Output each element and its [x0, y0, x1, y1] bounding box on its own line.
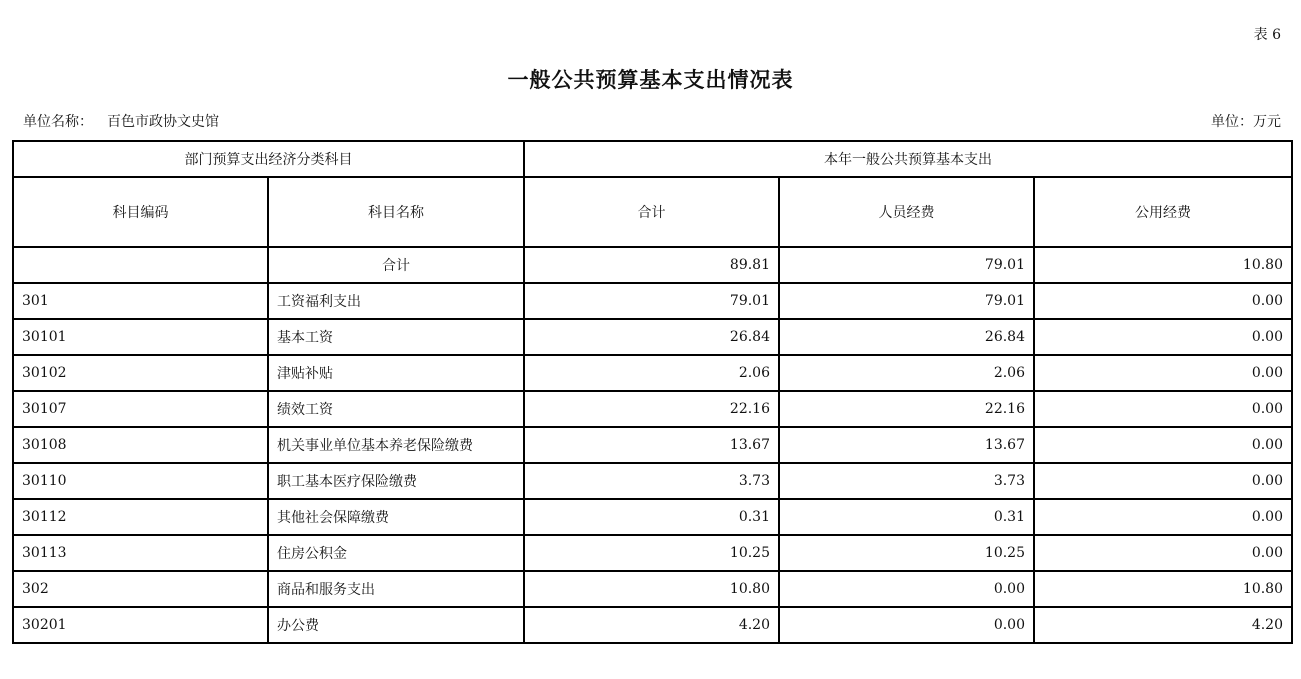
row-name: 商品和服务支出 [268, 571, 524, 607]
table-row [13, 499, 1292, 535]
row-name: 其他社会保障缴费 [268, 499, 524, 535]
header-group-left: 部门预算支出经济分类科目 [13, 141, 524, 177]
row-total: 10.25 [524, 535, 779, 571]
row-total: 3.73 [524, 463, 779, 499]
expenditure-table [12, 140, 1293, 644]
table-row [13, 427, 1292, 463]
row-public: 0.00 [1034, 391, 1292, 427]
row-public: 0.00 [1034, 319, 1292, 355]
total-code [13, 247, 268, 283]
row-name: 基本工资 [268, 319, 524, 355]
header-group-row [13, 141, 1292, 177]
row-code: 30201 [13, 607, 268, 643]
row-public: 0.00 [1034, 463, 1292, 499]
row-name: 办公费 [268, 607, 524, 643]
row-public: 0.00 [1034, 427, 1292, 463]
unit-name-value: 百色市政协文史馆 [107, 114, 219, 130]
row-personnel: 22.16 [779, 391, 1034, 427]
table-number: 表 6 [1253, 27, 1281, 43]
row-total: 0.31 [524, 499, 779, 535]
row-personnel: 0.31 [779, 499, 1034, 535]
row-personnel: 13.67 [779, 427, 1034, 463]
currency-unit: 单位：万元 [1211, 114, 1281, 130]
row-name: 绩效工资 [268, 391, 524, 427]
row-name: 机关事业单位基本养老保险缴费 [268, 427, 524, 463]
row-personnel: 3.73 [779, 463, 1034, 499]
total-row [13, 247, 1292, 283]
row-public: 0.00 [1034, 499, 1292, 535]
row-personnel: 10.25 [779, 535, 1034, 571]
total-public: 10.80 [1034, 247, 1292, 283]
row-code: 30112 [13, 499, 268, 535]
table-row [13, 535, 1292, 571]
row-code: 30101 [13, 319, 268, 355]
row-personnel: 0.00 [779, 607, 1034, 643]
table-row [13, 283, 1292, 319]
unit-name [23, 111, 219, 131]
row-code: 30113 [13, 535, 268, 571]
row-code: 301 [13, 283, 268, 319]
row-total: 2.06 [524, 355, 779, 391]
row-code: 30107 [13, 391, 268, 427]
row-name: 工资福利支出 [268, 283, 524, 319]
header-code: 科目编码 [13, 177, 268, 247]
row-public: 4.20 [1034, 607, 1292, 643]
table-row [13, 463, 1292, 499]
row-code: 30108 [13, 427, 268, 463]
row-name: 住房公积金 [268, 535, 524, 571]
total-personnel: 79.01 [779, 247, 1034, 283]
header-total: 合计 [524, 177, 779, 247]
row-total: 22.16 [524, 391, 779, 427]
header-name: 科目名称 [268, 177, 524, 247]
row-public: 0.00 [1034, 535, 1292, 571]
table-row [13, 571, 1292, 607]
header-group-right: 本年一般公共预算基本支出 [524, 141, 1292, 177]
page-title: 一般公共预算基本支出情况表 [507, 67, 794, 92]
table-body [13, 141, 1292, 643]
row-total: 13.67 [524, 427, 779, 463]
header-columns-row [13, 177, 1292, 247]
row-public: 10.80 [1034, 571, 1292, 607]
row-total: 10.80 [524, 571, 779, 607]
row-total: 79.01 [524, 283, 779, 319]
row-public: 0.00 [1034, 283, 1292, 319]
row-code: 302 [13, 571, 268, 607]
header-public: 公用经费 [1034, 177, 1292, 247]
row-public: 0.00 [1034, 355, 1292, 391]
row-name: 津贴补贴 [268, 355, 524, 391]
table-row [13, 391, 1292, 427]
total-label: 合计 [268, 247, 524, 283]
row-total: 4.20 [524, 607, 779, 643]
header-personnel: 人员经费 [779, 177, 1034, 247]
table-row [13, 355, 1292, 391]
row-total: 26.84 [524, 319, 779, 355]
unit-name-label: 单位名称： [23, 114, 93, 130]
row-personnel: 2.06 [779, 355, 1034, 391]
row-name: 职工基本医疗保险缴费 [268, 463, 524, 499]
row-personnel: 79.01 [779, 283, 1034, 319]
table-row [13, 607, 1292, 643]
table-row [13, 319, 1292, 355]
row-code: 30110 [13, 463, 268, 499]
total-sum: 89.81 [524, 247, 779, 283]
row-personnel: 26.84 [779, 319, 1034, 355]
row-code: 30102 [13, 355, 268, 391]
row-personnel: 0.00 [779, 571, 1034, 607]
